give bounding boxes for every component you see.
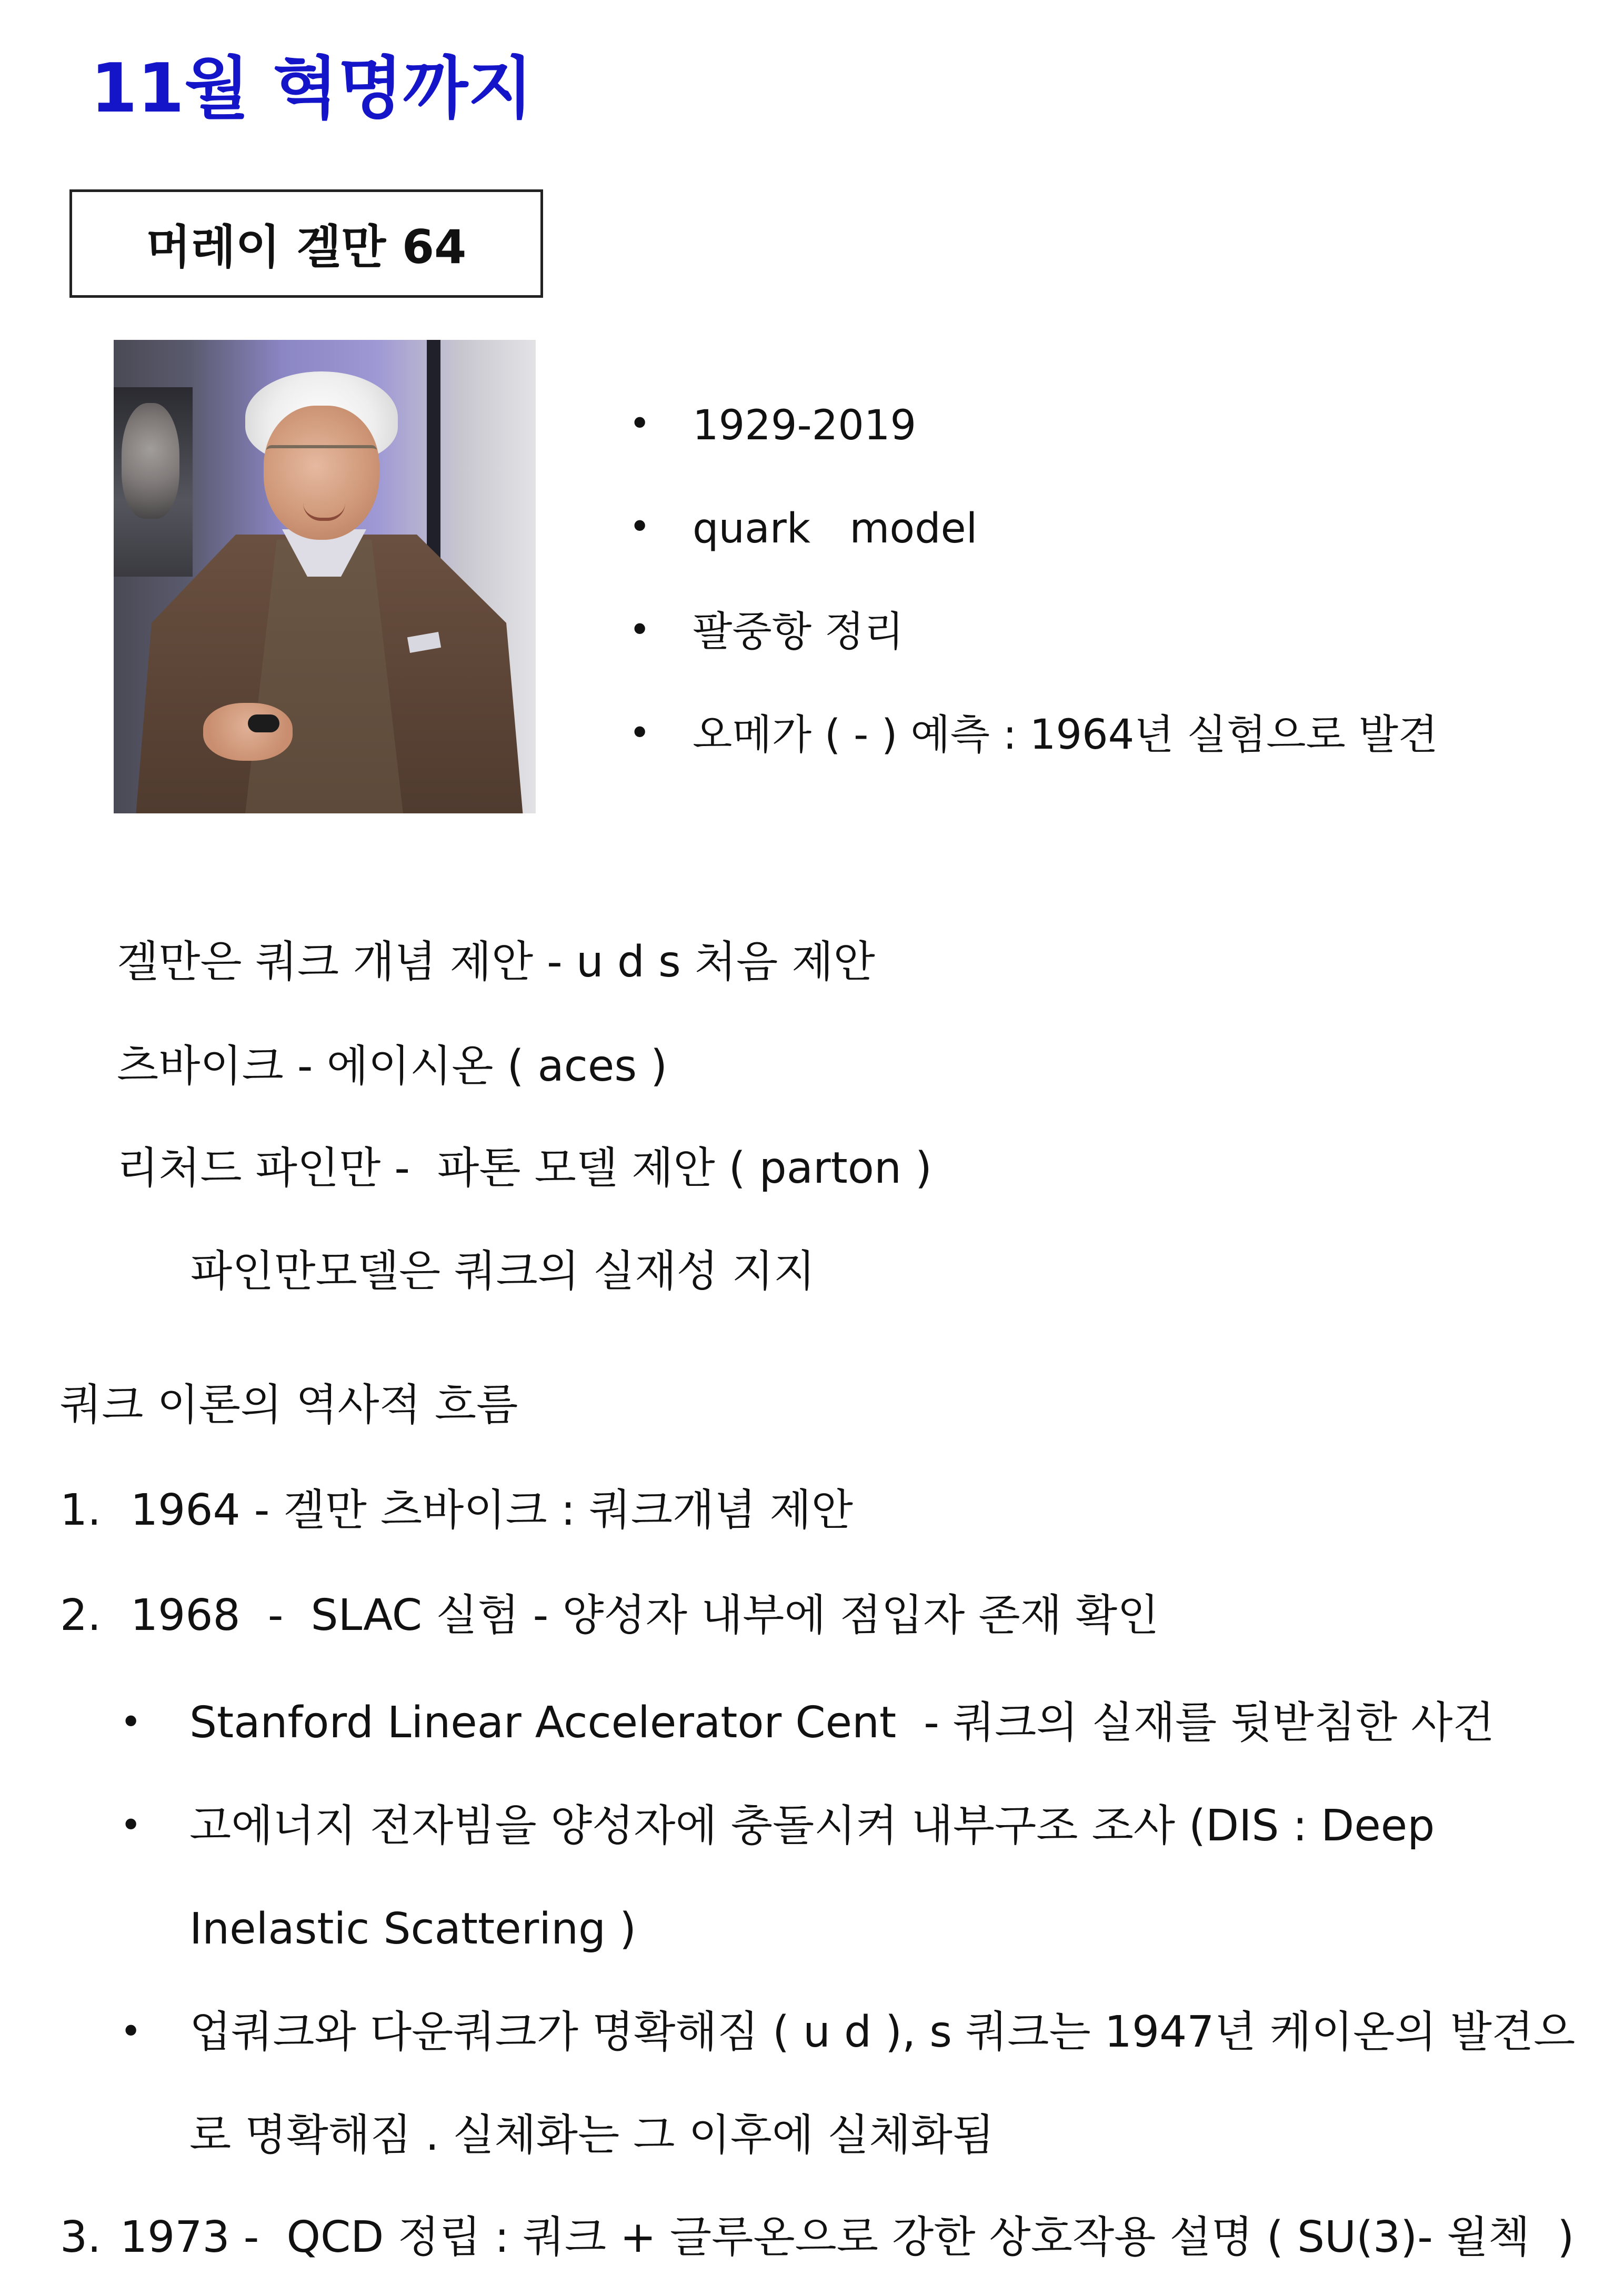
profile-bullet: 오메가 ( - ) 예측 : 1964년 실험으로 발견: [693, 711, 1438, 759]
bullet-icon: •: [120, 1700, 142, 1744]
sub-bullet-continuation: 로 명확해짐 . 실체화는 그 이후에 실체화됨: [189, 2110, 995, 2160]
bullet-icon: •: [120, 1804, 142, 1847]
list-number: 2.: [60, 1590, 102, 1640]
portrait-painting: [122, 403, 179, 519]
sub-bullet-continuation: Inelastic Scattering ): [189, 1904, 637, 1954]
history-item-1968: 1968 - SLAC 실험 - 양성자 내부에 점입자 존재 확인: [131, 1590, 1159, 1640]
profile-bullet: 팔중항 정리: [693, 608, 904, 656]
bullet-icon: •: [629, 402, 651, 445]
history-item-1964: 1964 - 겔만 츠바이크 : 쿼크개념 제안: [131, 1485, 853, 1535]
intro-line: 리처드 파인만 - 파톤 모델 제안 ( parton ): [117, 1143, 933, 1193]
profile-bullet: quark model: [693, 505, 978, 552]
hand: [203, 703, 293, 761]
intro-line: 겔만은 쿼크 개념 제안 - u d s 처음 제안: [117, 937, 875, 987]
list-number: 3.: [60, 2212, 102, 2262]
sub-bullet: 업쿼크와 다운쿼크가 명확해짐 ( u d ), s 쿼크는 1947년 케이온의 발견으: [189, 2007, 1576, 2057]
person-photo-icon: [114, 340, 536, 813]
intro-line-indented: 파인만모델은 쿼크의 실재성 지지: [191, 1246, 816, 1296]
history-heading: 쿼크 이론의 역사적 흐름: [60, 1380, 518, 1430]
sub-bullet: 고에너지 전자빔을 양성자에 충돌시켜 내부구조 조사 (DIS : Deep: [189, 1801, 1435, 1851]
intro-line: 츠바이크 - 에이시온 ( aces ): [117, 1041, 668, 1091]
page-title: 11월 혁명까지: [91, 49, 533, 128]
name-box: [69, 189, 543, 298]
glasses: [266, 445, 377, 477]
bullet-icon: •: [629, 505, 651, 548]
sub-bullet: Stanford Linear Accelerator Cent - 쿼크의 실재를 뒷받침한 사건: [189, 1698, 1495, 1748]
bullet-icon: •: [629, 608, 651, 651]
name-box-label: 머레이 겔만 64: [146, 220, 467, 274]
profile-bullet: 1929-2019: [693, 402, 917, 449]
list-number: 1.: [60, 1485, 102, 1535]
history-item-1973: 1973 - QCD 정립 : 쿼크 + 글루온으로 강한 상호작용 설명 ( SU(3)- 윌첵 ): [120, 2212, 1575, 2262]
bullet-icon: •: [120, 2010, 142, 2053]
clicker: [248, 714, 279, 732]
bullet-icon: •: [629, 711, 651, 754]
